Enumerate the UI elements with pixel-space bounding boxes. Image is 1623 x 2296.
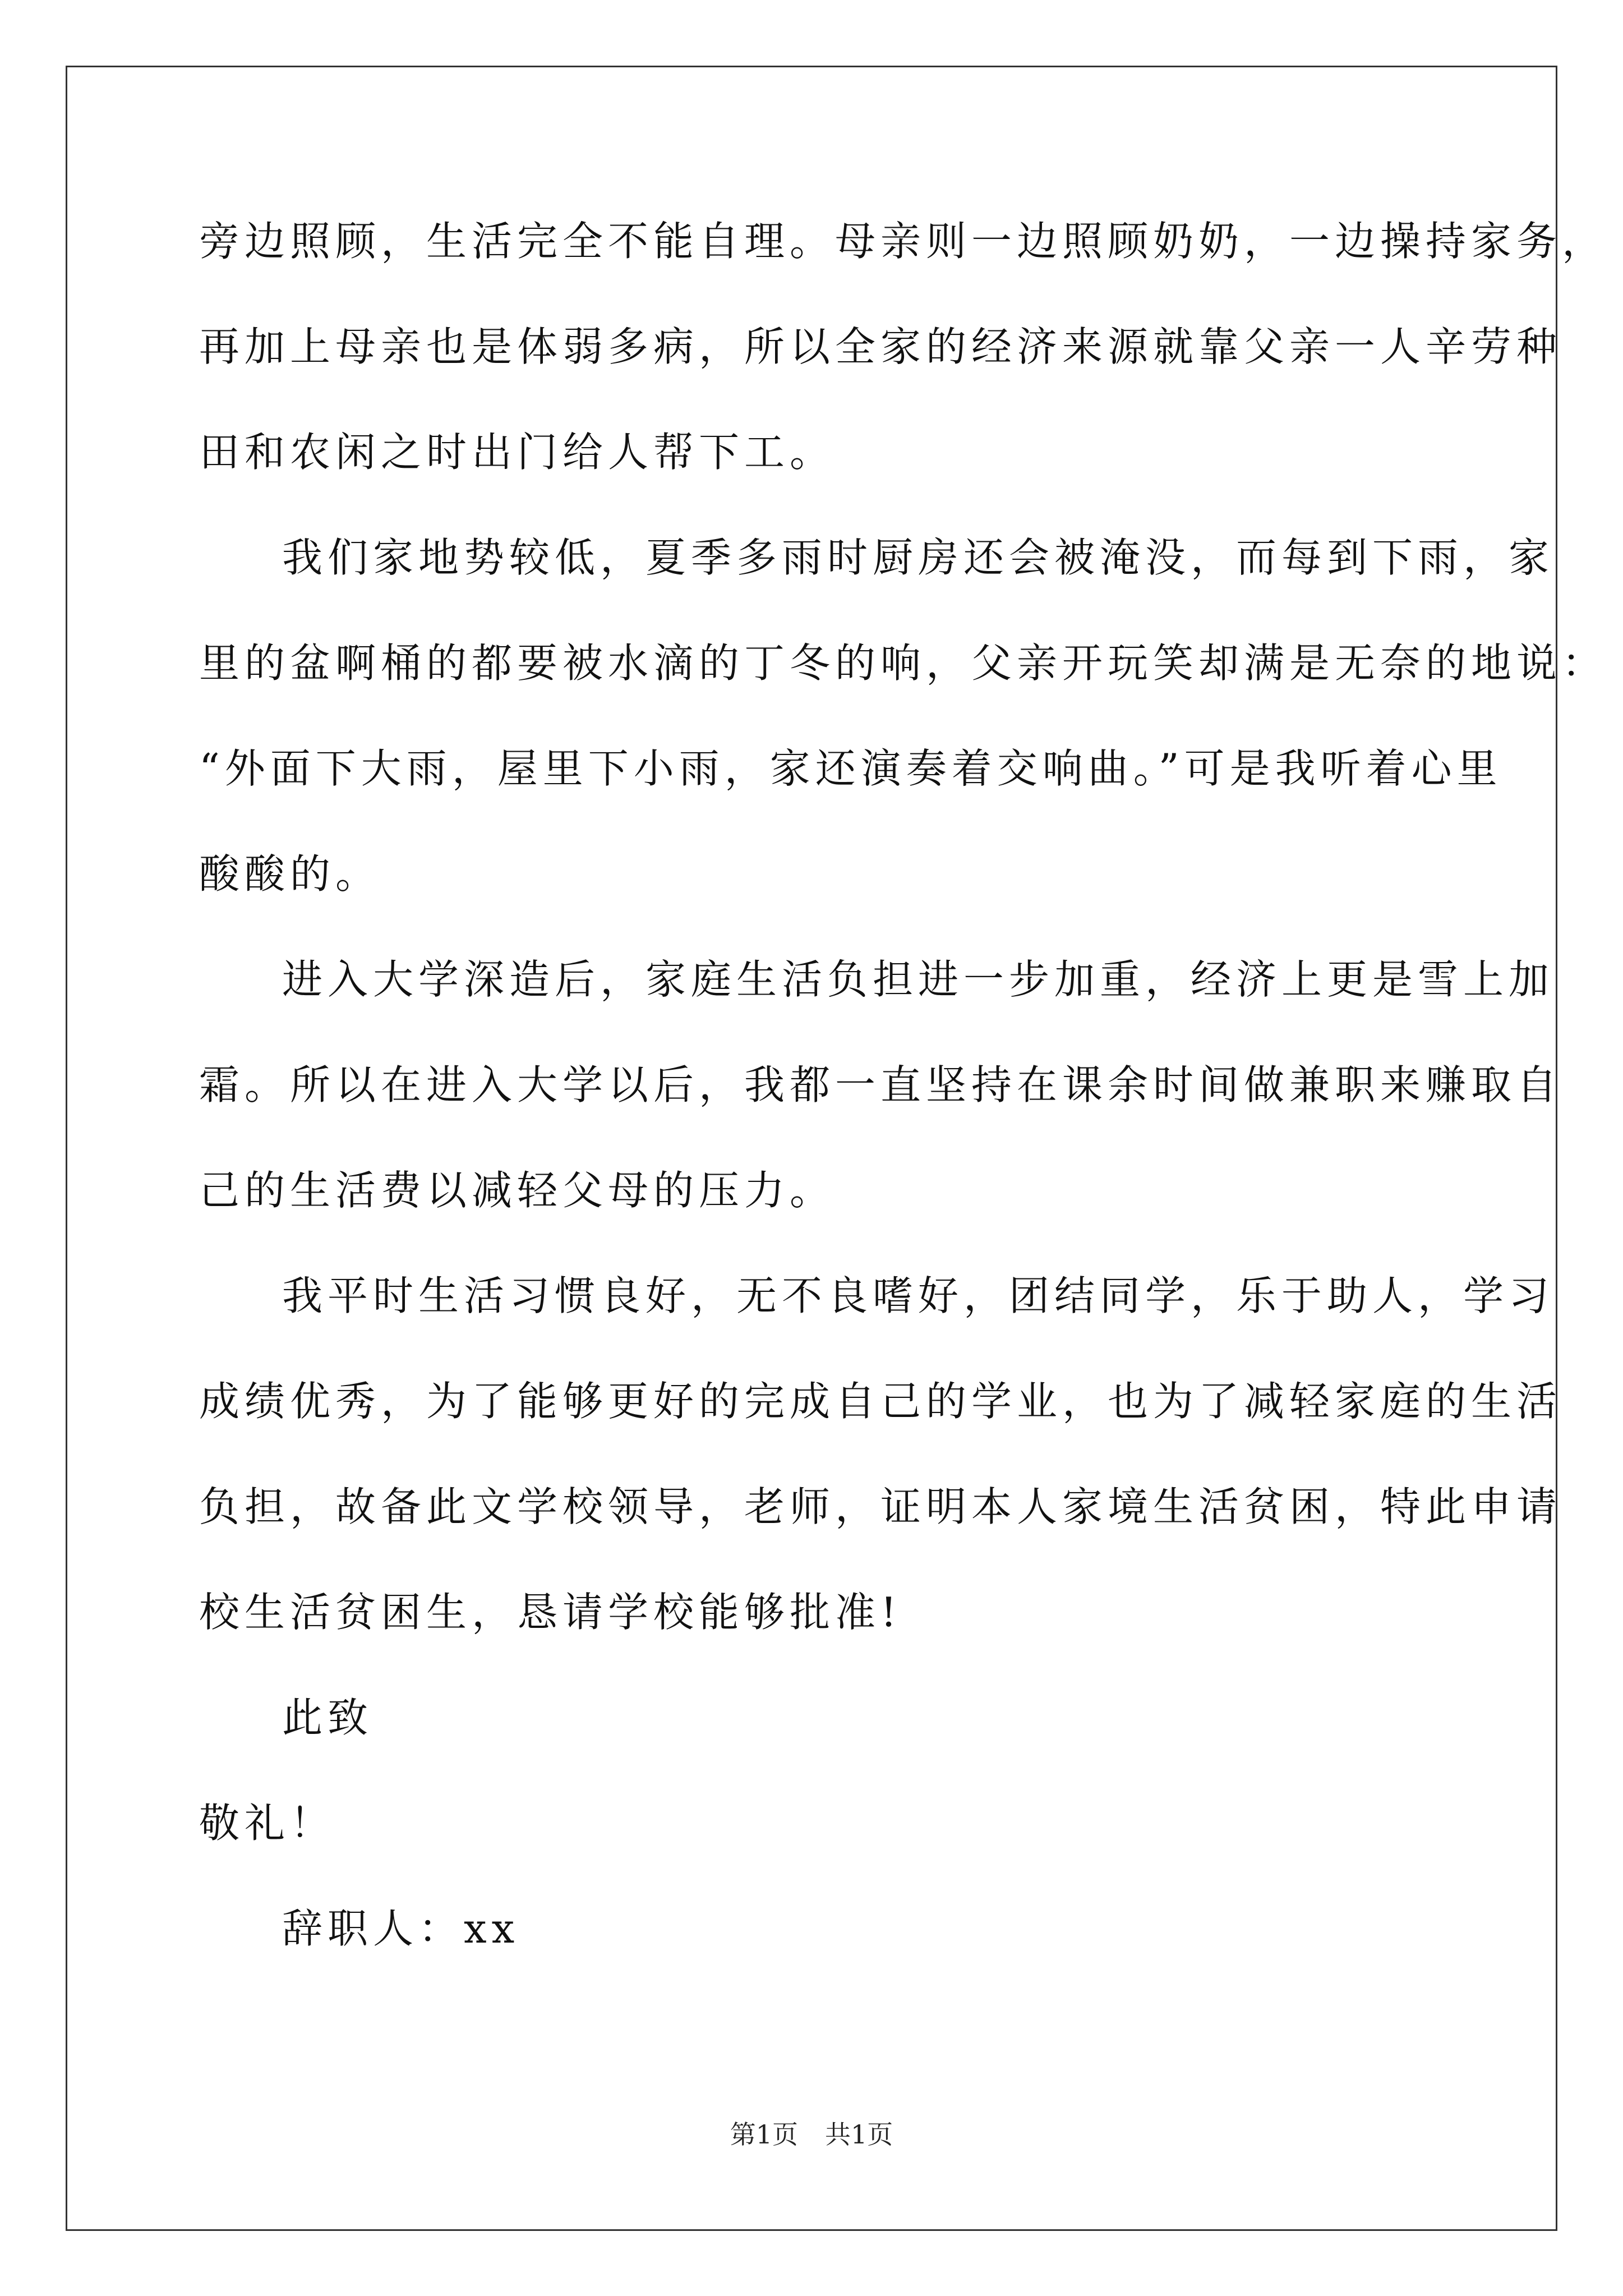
- text-line: 成绩优秀，为了能够更好的完成自己的学业，也为了减轻家庭的生活: [199, 1378, 1562, 1425]
- paragraph-start-line: 我平时生活习惯良好，无不良嗜好，团结同学，乐于助人，学习: [282, 1272, 1555, 1319]
- text-line: 田和农闲之时出门给人帮下工。: [199, 429, 836, 476]
- page-number-total: 共1页: [825, 2119, 893, 2150]
- text-line: 旁边照顾，生活完全不能自理。母亲则一边照顾奶奶，一边操持家务，: [199, 218, 1608, 265]
- paragraph-start-line: 我们家地势较低，夏季多雨时厨房还会被淹没，而每到下雨，家: [282, 534, 1555, 581]
- text-line: 里的盆啊桶的都要被水滴的丁冬的响，父亲开玩笑却满是无奈的地说：: [199, 639, 1608, 687]
- signature-line: 辞职人：xx: [282, 1905, 520, 1952]
- text-line: 校生活贫困生，恳请学校能够批准!: [199, 1589, 902, 1636]
- page-number-current: 第1页: [730, 2119, 798, 2150]
- closing-regards: 敬礼！: [199, 1800, 336, 1847]
- text-line: 霜。所以在进入大学以后，我都一直坚持在课余时间做兼职来赚取自: [199, 1061, 1562, 1108]
- page-footer: [0, 2118, 1623, 2151]
- text-line: “外面下大雨，屋里下小雨，家还演奏着交响曲。”可是我听着心里: [199, 745, 1502, 792]
- paragraph-start-line: 进入大学深造后，家庭生活负担进一步加重，经济上更是雪上加: [282, 956, 1555, 1003]
- closing-salutation: 此致: [282, 1694, 374, 1741]
- text-line: 酸酸的。: [199, 850, 381, 898]
- text-line: 己的生活费以减轻父母的压力。: [199, 1167, 836, 1214]
- text-line: 负担，故备此文学校领导，老师，证明本人家境生活贫困，特此申请: [199, 1483, 1562, 1530]
- text-line: 再加上母亲也是体弱多病，所以全家的经济来源就靠父亲一人辛劳种: [199, 323, 1562, 370]
